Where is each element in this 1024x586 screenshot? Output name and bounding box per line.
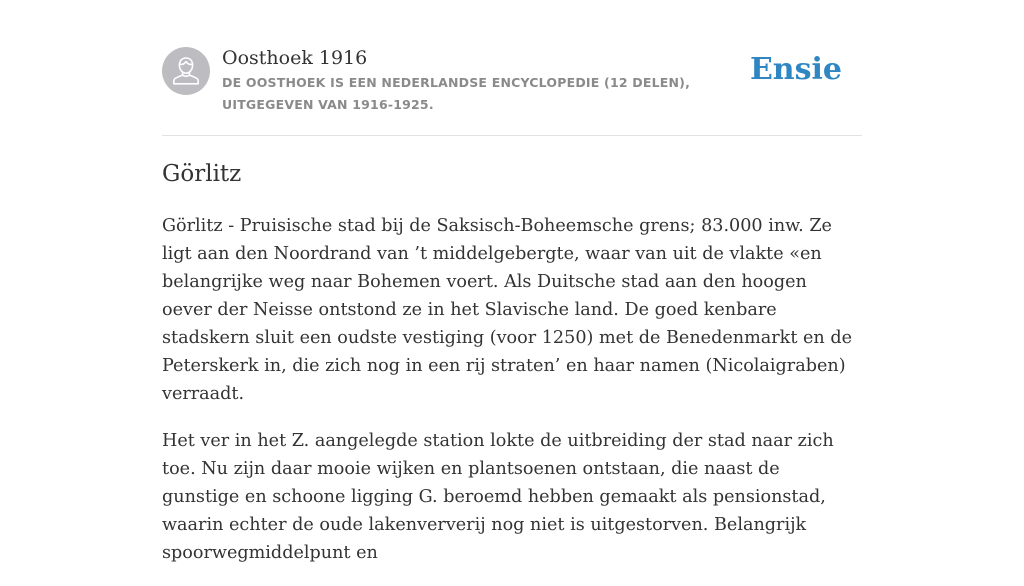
- source-title[interactable]: Oosthoek 1916: [222, 47, 368, 69]
- article-paragraph: Görlitz - Pruisische stad bij de Saksisch-Boheemsche grens; 83.000 inw. Ze ligt aan den Noordrand van ’t middelgebergte, waar van uit de vlakte «en belangrijke weg naar Bohemen voert. Als Duitsche stad aan den hoogen oever der Neisse ontstond ze in het Slavische land. De goed kenbare stadskern sluit een oudste vestiging (voor 1250) met de Benedenmarkt en de Peterskerk in, die zich nog in een rij straten’ en haar namen (Nicolaigraben) verraadt.: [162, 216, 853, 404]
- article-body: [162, 212, 862, 586]
- user-silhouette-icon: [162, 47, 210, 95]
- article-title: Görlitz: [162, 161, 242, 187]
- article-paragraph: Het ver in het Z. aangelegde station lokte de uitbreiding der stad naar zich toe. Nu zijn daar mooie wijken en plantsoenen ontstaan, die naast de gunstige en schoone ligging G. beroemd hebben gemaakt als pensionstad, waarin echter de oude lakenververij nog niet is uitgestorven. Belangrijk spoorwegmiddelpunt en: [162, 431, 834, 563]
- avatar[interactable]: [162, 47, 210, 95]
- ensie-logo-link[interactable]: Ensie: [749, 52, 842, 87]
- header-divider: [162, 135, 862, 136]
- source-header: [162, 46, 862, 116]
- source-description: DE OOSTHOEK IS EEN NEDERLANDSE ENCYCLOPEDIE (12 DELEN), UITGEGEVEN VAN 1916-1925.: [222, 75, 691, 112]
